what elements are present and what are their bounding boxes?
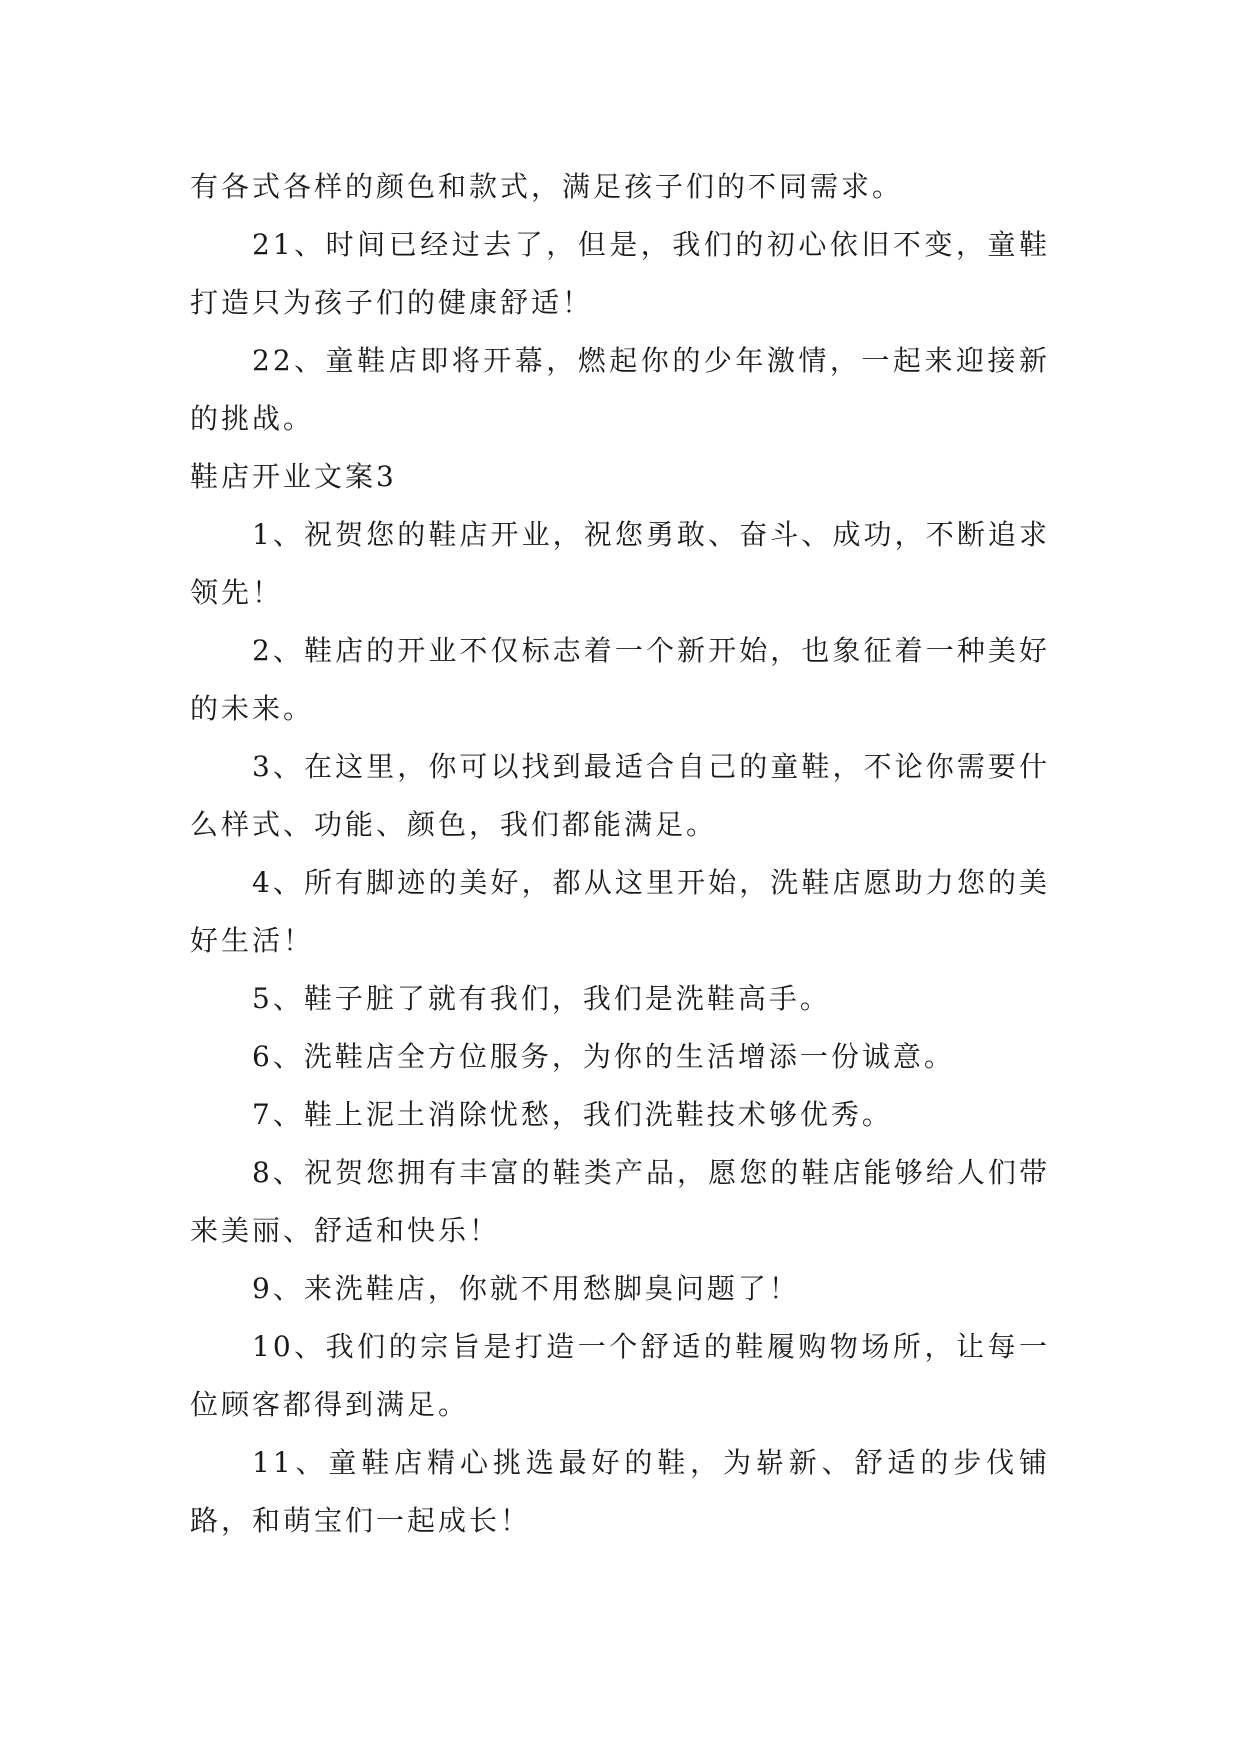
document-page bbox=[190, 158, 1050, 1550]
paragraph-item-6: 6、洗鞋店全方位服务，为你的生活增添一份诚意。 bbox=[252, 1040, 955, 1073]
paragraph-item-22: 22、童鞋店即将开幕，燃起你的少年激情，一起来迎接新的挑战。 bbox=[190, 344, 1050, 435]
paragraph-item-9: 9、来洗鞋店，你就不用愁脚臭问题了！ bbox=[252, 1272, 800, 1305]
paragraph-item-11: 11、童鞋店精心挑选最好的鞋，为崭新、舒适的步伐铺路，和萌宝们一起成长！ bbox=[190, 1446, 1050, 1537]
paragraph-item-4: 4、所有脚迹的美好，都从这里开始，洗鞋店愿助力您的美好生活！ bbox=[190, 866, 1050, 957]
paragraph-item-8: 8、祝贺您拥有丰富的鞋类产品，愿您的鞋店能够给人们带来美丽、舒适和快乐！ bbox=[190, 1156, 1050, 1247]
paragraph-continued: 有各式各样的颜色和款式，满足孩子们的不同需求。 bbox=[190, 170, 904, 203]
paragraph-item-5: 5、鞋子脏了就有我们，我们是洗鞋高手。 bbox=[252, 982, 831, 1015]
section-heading: 鞋店开业文案3 bbox=[190, 460, 397, 493]
paragraph-item-3: 3、在这里，你可以找到最适合自己的童鞋，不论你需要什么样式、功能、颜色，我们都能满足。 bbox=[190, 750, 1050, 841]
paragraph-item-10: 10、我们的宗旨是打造一个舒适的鞋履购物场所，让每一位顾客都得到满足。 bbox=[190, 1330, 1050, 1421]
paragraph-item-2: 2、鞋店的开业不仅标志着一个新开始，也象征着一种美好的未来。 bbox=[190, 634, 1050, 725]
paragraph-item-1: 1、祝贺您的鞋店开业，祝您勇敢、奋斗、成功，不断追求领先！ bbox=[190, 518, 1050, 609]
paragraph-item-7: 7、鞋上泥土消除忧愁，我们洗鞋技术够优秀。 bbox=[252, 1098, 893, 1131]
paragraph-item-21: 21、时间已经过去了，但是，我们的初心依旧不变，童鞋打造只为孩子们的健康舒适！ bbox=[190, 228, 1050, 319]
